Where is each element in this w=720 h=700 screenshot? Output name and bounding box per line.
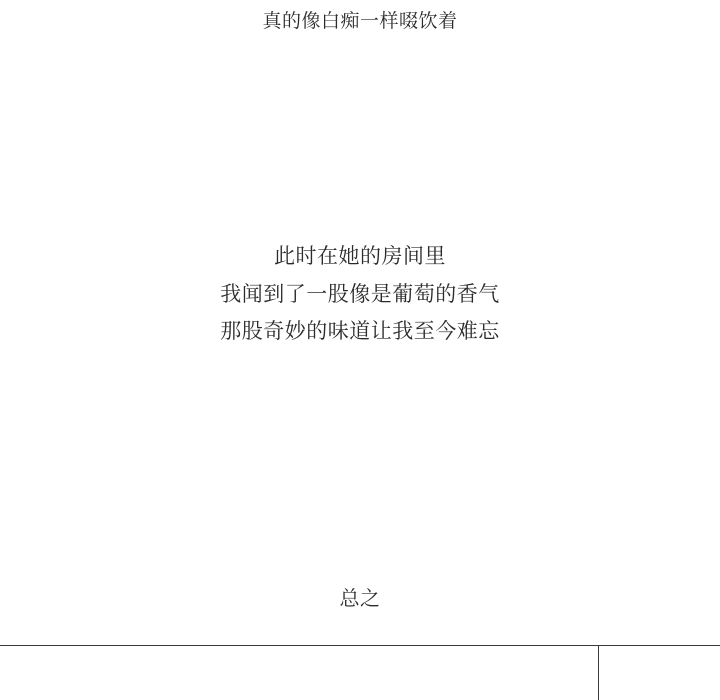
caption-line: 我闻到了一股像是葡萄的香气 xyxy=(220,281,500,306)
caption-top xyxy=(0,6,720,36)
panel-divider-vertical xyxy=(598,645,599,700)
caption-line: 此时在她的房间里 xyxy=(274,244,446,268)
caption-line: 真的像白痴一样啜饮着 xyxy=(262,10,458,32)
next-panel-area xyxy=(0,646,720,700)
caption-middle xyxy=(0,240,720,353)
caption-line: 那股奇妙的味道让我至今难忘 xyxy=(220,319,500,344)
caption-line: 总之 xyxy=(339,586,381,610)
panel-divider-horizontal xyxy=(0,645,720,646)
caption-bottom xyxy=(0,582,720,614)
